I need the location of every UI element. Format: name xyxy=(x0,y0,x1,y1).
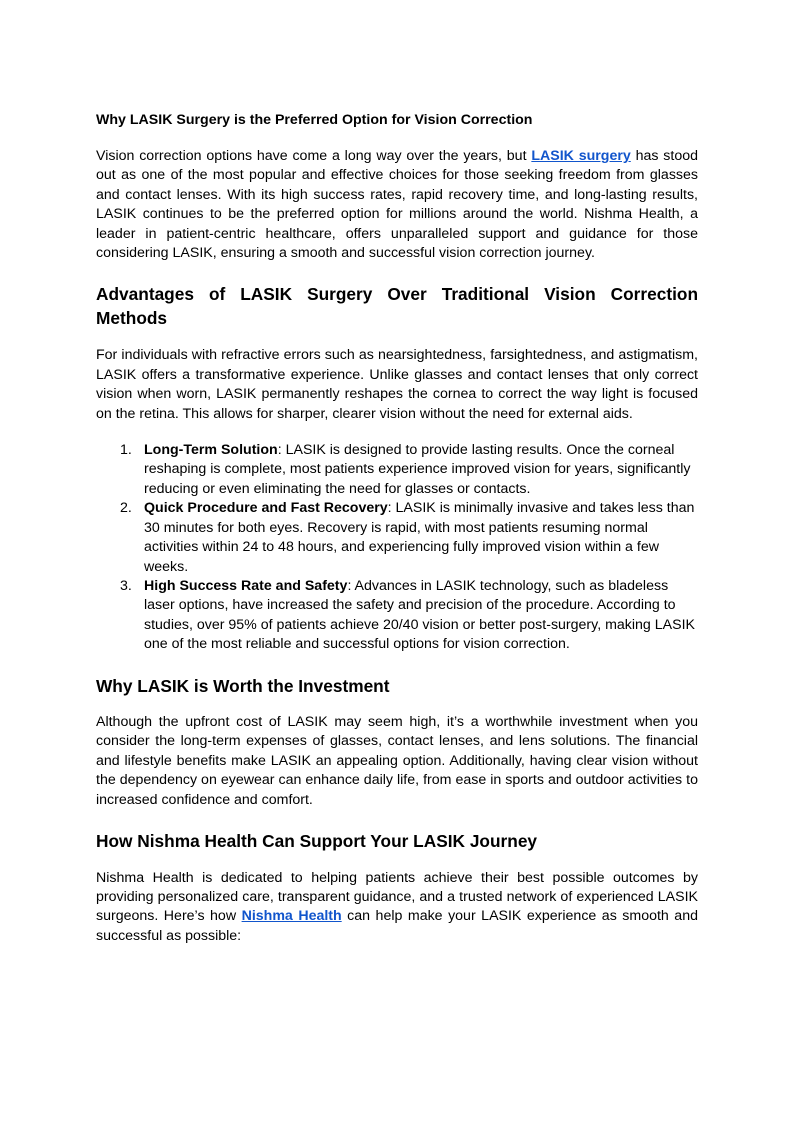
list-item xyxy=(96,441,698,499)
intro-text-after-link: has stood out as one of the most popular and effective choices for those seeking freedom from glasses and contact lenses. With its high success rates, rapid recovery time, and long-lasting results, LASIK continues to be the preferred option for millions around the world. Nishma Health, a leader in patient-centric healthcare, offers unparalleled support and guidance for those considering LASIK, ensuring a smooth and successful vision correction journey. xyxy=(96,148,699,262)
section-investment-paragraph: Although the upfront cost of LASIK may seem high, it’s a worthwhile investment when you consider the long-term expenses of glasses, contact lenses, and lens solutions. The financial and lifestyle benefits make LASIK an appealing option. Additionally, having clear vision without the dependency on eyewear can enhance daily life, from ease in sports and outdoor activities to increased confidence and comfort. xyxy=(96,714,698,808)
support-text-after-link: can help make your LASIK experience as smooth and successful as possible: xyxy=(96,908,698,944)
section-advantages-paragraph: For individuals with refractive errors such as nearsightedness, farsightedness, and astigmatism, LASIK offers a transformative experience. Unlike glasses and contact lenses that only correct vision when worn, LASIK permanently reshapes the cornea to correct the way light is focused on the retina. This allows for sharper, clearer vision without the need for external aids. xyxy=(96,347,698,422)
support-text-before-link: Nishma Health is dedicated to helping patients achieve their best possible outcomes by providing personalized care, transparent guidance, and a trusted network of experienced LASIK surgeons. Here’s how xyxy=(96,869,698,925)
nishma-health-link[interactable]: Nishma Health xyxy=(241,908,342,925)
document-title: Why LASIK Surgery is the Preferred Option for Vision Correction xyxy=(96,112,533,128)
list-item-number: 2. xyxy=(120,500,132,517)
list-item-text: : LASIK is minimally invasive and takes less than 30 minutes for both eyes. Recovery is rapid, with most patients resuming normal activities within 24 to 48 hours, and experiencing fully improved vision within a few weeks. xyxy=(144,500,695,575)
section-support-heading: How Nishma Health Can Support Your LASIK Journey xyxy=(96,831,538,852)
advantages-list xyxy=(96,441,698,654)
list-item-number: 3. xyxy=(120,577,132,594)
list-item xyxy=(96,499,698,577)
list-item-number: 1. xyxy=(120,442,132,459)
section-investment-heading: Why LASIK is Worth the Investment xyxy=(96,675,390,696)
list-item-title: Long-Term Solution xyxy=(144,442,278,459)
intro-paragraph xyxy=(96,147,698,263)
document-page xyxy=(96,110,698,946)
lasik-surgery-link[interactable]: LASIK surgery xyxy=(531,148,631,164)
intro-text-before-link: Vision correction options have come a long way over the years, but xyxy=(96,148,532,164)
list-item-title: Quick Procedure and Fast Recovery xyxy=(144,500,388,517)
list-item-text: : Advances in LASIK technology, such as bladeless laser options, have increased the safety and precision of the procedure. According to studies, over 95% of patients achieve 20/40 vision or better post-surgery, making LASIK one of the most reliable and successful options for vision correction. xyxy=(144,577,695,653)
list-item xyxy=(96,577,698,655)
section-advantages-heading: Advantages of LASIK Surgery Over Traditional Vision Correction Methods xyxy=(96,284,698,328)
list-item-text: : LASIK is designed to provide lasting results. Once the corneal reshaping is complete, most patients experience improved vision for years, significantly reducing or even eliminating the need for glasses or contacts. xyxy=(144,442,691,497)
section-support-paragraph xyxy=(96,869,698,947)
list-item-title: High Success Rate and Safety xyxy=(144,577,348,594)
